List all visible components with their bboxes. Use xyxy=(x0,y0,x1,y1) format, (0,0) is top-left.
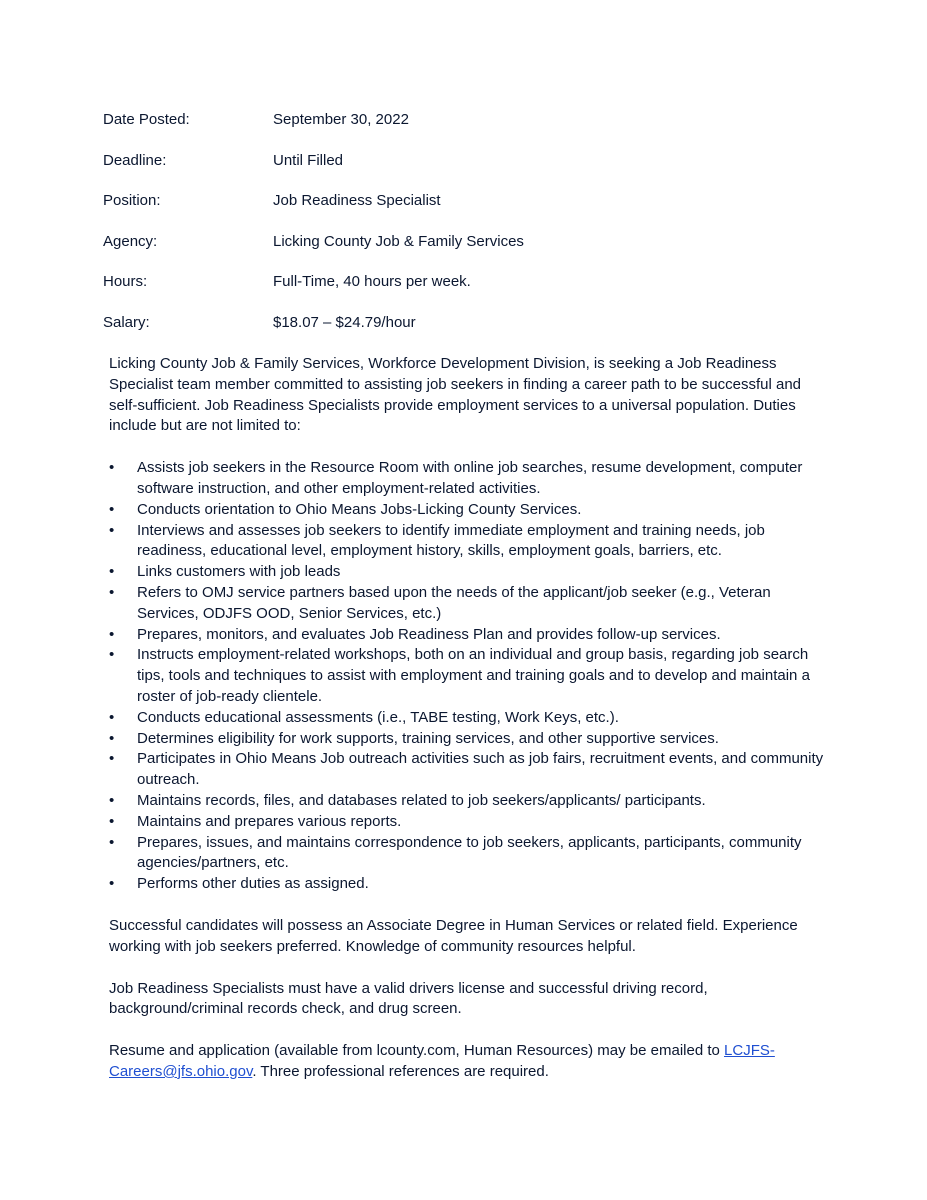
bullet-icon: • xyxy=(109,875,115,893)
application-paragraph xyxy=(109,1041,824,1083)
list-item xyxy=(109,500,824,521)
duty-text: Interviews and assesses job seekers to identify immediate employment and training needs, job readiness, educational level, employment history, skills, employment goals, barriers, etc. xyxy=(137,521,765,560)
list-item xyxy=(109,562,824,583)
list-item xyxy=(109,521,824,563)
detail-label: Salary: xyxy=(103,313,150,331)
list-item xyxy=(109,749,824,791)
duty-text: Conducts educational assessments (i.e., TABE testing, Work Keys, etc.). xyxy=(137,708,619,726)
detail-value: September 30, 2022 xyxy=(273,111,409,128)
bullet-icon: • xyxy=(109,521,115,539)
bullet-icon: • xyxy=(109,833,115,851)
detail-label: Agency: xyxy=(103,232,158,250)
duty-text: Conducts orientation to Ohio Means Jobs-Licking County Services. xyxy=(137,500,582,518)
list-item xyxy=(109,812,824,833)
duties-list xyxy=(109,458,824,895)
bullet-icon: • xyxy=(109,563,115,581)
list-item xyxy=(109,458,824,500)
requirements-paragraph: Job Readiness Specialists must have a valid drivers license and successful driving record, background/criminal records check, and drug screen. xyxy=(109,979,708,1018)
detail-row-position xyxy=(103,191,863,232)
bullet-icon: • xyxy=(109,459,115,477)
detail-row-date-posted xyxy=(103,110,863,151)
duty-text: Assists job seekers in the Resource Room with online job searches, resume development, computer software instruction, and other employment-related activities. xyxy=(137,459,803,497)
duty-text: Refers to OMJ service partners based upon the needs of the applicant/job seeker (e.g., Veteran Services, ODJFS OOD, Senior Services, etc.) xyxy=(137,583,771,622)
detail-value: Job Readiness Specialist xyxy=(273,192,441,210)
detail-row-hours xyxy=(103,272,863,313)
bullet-icon: • xyxy=(109,625,115,643)
duty-text: Performs other duties as assigned. xyxy=(137,875,369,893)
qualifications-paragraph: Successful candidates will possess an Associate Degree in Human Services or related field. Experience working with job seekers preferred. Knowledge of community resources helpful. xyxy=(109,916,798,955)
duty-text: Prepares, monitors, and evaluates Job Readiness Plan and provides follow-up services. xyxy=(137,625,721,643)
list-item xyxy=(109,625,824,646)
duty-text: Maintains and prepares various reports. xyxy=(137,812,402,830)
detail-value: $18.07 – $24.79/hour xyxy=(273,313,416,331)
bullet-icon: • xyxy=(109,708,115,726)
duty-text: Prepares, issues, and maintains correspondence to job seekers, applicants, participants, community agencies/partners, etc. xyxy=(137,833,802,872)
application-text-end: . Three professional references are required. xyxy=(252,1062,549,1080)
duty-text: Instructs employment-related workshops, both on an individual and group basis, regarding job search tips, tools and techniques to assist with employment and training goals and to develop and maintain a roster of job-ready clientele. xyxy=(137,646,810,705)
detail-row-deadline xyxy=(103,151,863,192)
list-item xyxy=(109,874,824,895)
list-item xyxy=(109,708,824,729)
list-item xyxy=(109,791,824,812)
application-text: Resume and application (available from lcounty.com, Human Resources) may be emailed to xyxy=(109,1042,725,1060)
list-item xyxy=(109,729,824,750)
detail-value: Until Filled xyxy=(273,151,344,169)
list-item xyxy=(109,833,824,875)
detail-label: Position: xyxy=(103,192,161,210)
duty-text: Links customers with job leads xyxy=(137,563,341,581)
duty-text: Participates in Ohio Means Job outreach activities such as job fairs, recruitment events, and community outreach. xyxy=(137,750,824,789)
detail-label: Hours: xyxy=(103,273,148,291)
detail-label: Deadline: xyxy=(103,151,167,169)
duty-text: Determines eligibility for work supports, training services, and other supportive services. xyxy=(137,729,719,747)
posting-body xyxy=(109,354,824,1083)
careers-email-link[interactable]: LCJFS-Careers@jfs.ohio.gov xyxy=(109,1042,775,1080)
list-item xyxy=(109,645,824,707)
posting-details xyxy=(103,110,863,354)
duty-text: Maintains records, files, and databases related to job seekers/applicants/ participants. xyxy=(137,791,706,809)
detail-value: Licking County Job & Family Services xyxy=(273,232,524,250)
bullet-icon: • xyxy=(109,500,115,518)
detail-row-agency xyxy=(103,232,863,273)
bullet-icon: • xyxy=(109,583,115,601)
detail-row-salary xyxy=(103,313,863,354)
detail-value: Full-Time, 40 hours per week. xyxy=(273,273,471,291)
bullet-icon: • xyxy=(109,791,115,809)
detail-label: Date Posted: xyxy=(103,111,190,128)
bullet-icon: • xyxy=(109,750,115,768)
intro-paragraph: Licking County Job & Family Services, Workforce Development Division, is seeking a Job Readiness Specialist team member committed to assisting job seekers in finding a career path to be successful and self-sufficient. Job Readiness Specialists provide employment services to a universal population. Duties include but are not limited to: xyxy=(109,355,802,435)
bullet-icon: • xyxy=(109,812,115,830)
bullet-icon: • xyxy=(109,729,115,747)
list-item xyxy=(109,583,824,625)
bullet-icon: • xyxy=(109,646,115,664)
